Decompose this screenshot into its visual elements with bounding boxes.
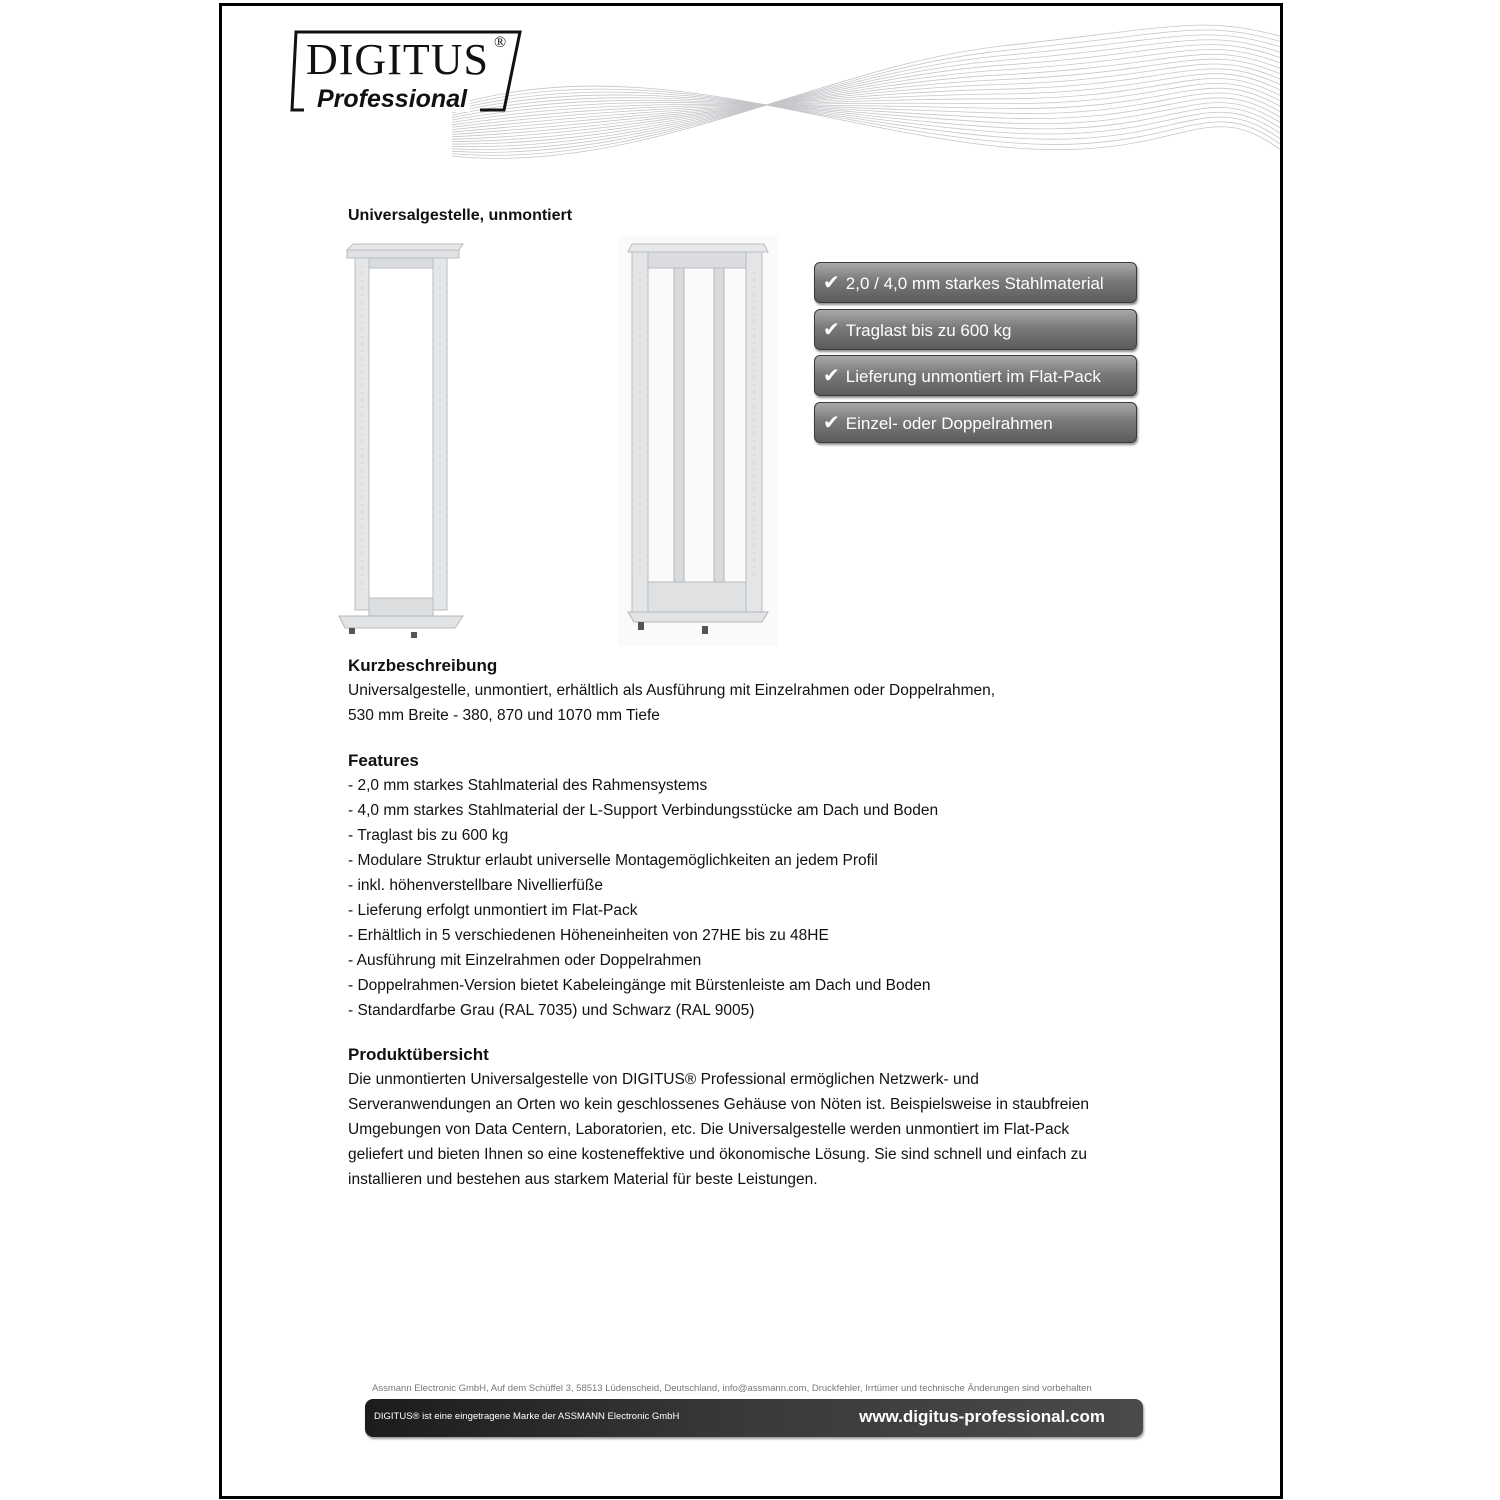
footer-legal-note: Assmann Electronic GmbH, Auf dem Schüffel 3, 58513 Lüdenscheid, Deutschland, info@assmann.com, Druckfehler, Irrtümer und technische Änderungen sind vorbehalten bbox=[372, 1383, 1092, 1394]
check-icon: ✔ bbox=[823, 411, 840, 434]
trademark-note: DIGITUS® ist eine eingetragene Marke der ASSMANN Electronic GmbH bbox=[374, 1411, 680, 1422]
feature-badge bbox=[814, 402, 1137, 443]
feature-item: - inkl. höhenverstellbare Nivellierfüße bbox=[348, 877, 604, 894]
footer-bar bbox=[365, 1399, 1143, 1437]
datasheet-page bbox=[219, 3, 1283, 1499]
badge-label: Einzel- oder Doppelrahmen bbox=[845, 413, 1053, 433]
logo-wordmark: DIGITUS bbox=[306, 35, 489, 84]
feature-badge bbox=[814, 309, 1137, 350]
badge-label: Traglast bis zu 600 kg bbox=[845, 320, 1012, 340]
feature-item: - Traglast bis zu 600 kg bbox=[348, 827, 509, 844]
section-heading: Features bbox=[348, 751, 419, 770]
check-icon: ✔ bbox=[823, 318, 840, 341]
feature-badge bbox=[814, 355, 1137, 396]
logo-subtitle: Professional bbox=[314, 86, 470, 112]
section-heading: Kurzbeschreibung bbox=[348, 656, 498, 675]
registered-mark: ® bbox=[494, 34, 507, 51]
feature-item: - Modulare Struktur erlaubt universelle Montagemöglichkeiten an jedem Profil bbox=[348, 852, 878, 869]
text-line: Umgebungen von Data Centern, Laboratorien, etc. Die Universalgestelle werden unmontiert im Flat-Pack bbox=[348, 1121, 1070, 1138]
product-title: Universalgestelle, unmontiert bbox=[348, 207, 573, 224]
feature-item: - Standardfarbe Grau (RAL 7035) und Schwarz (RAL 9005) bbox=[348, 1002, 755, 1019]
website-link[interactable]: www.digitus-professional.com bbox=[859, 1407, 1105, 1426]
text-line: Serveranwendungen an Orten wo kein geschlossenes Gehäuse von Nöten ist. Beispielsweise in staubfreien bbox=[348, 1096, 1089, 1113]
text-line: installieren und bestehen aus starkem Material für beste Leistungen. bbox=[348, 1171, 818, 1188]
produktuebersicht-section bbox=[348, 1042, 1148, 1192]
feature-item: - Erhältlich in 5 verschiedenen Höheneinheiten von 27HE bis zu 48HE bbox=[348, 927, 829, 944]
text-line: geliefert und bieten Ihnen so eine kosteneffektive und ökonomische Lösung. Sie sind schnell und einfach zu bbox=[348, 1146, 1088, 1163]
check-icon: ✔ bbox=[823, 365, 840, 387]
text-line: Universalgestelle, unmontiert, erhältlich als Ausführung mit Einzelrahmen oder Doppelrahmen, bbox=[348, 682, 996, 699]
feature-badges bbox=[814, 262, 1137, 448]
feature-item: - Ausführung mit Einzelrahmen oder Doppelrahmen bbox=[348, 952, 702, 969]
features-section bbox=[348, 748, 1148, 1023]
text-line: 530 mm Breite - 380, 870 und 1070 mm Tiefe bbox=[348, 707, 660, 724]
rack-double-frame-image bbox=[618, 236, 778, 646]
kurzbeschreibung-section bbox=[348, 653, 1148, 728]
feature-item: - Doppelrahmen-Version bietet Kabeleingänge mit Bürstenleiste am Dach und Boden bbox=[348, 977, 931, 994]
feature-item: - 2,0 mm starkes Stahlmaterial des Rahmensystems bbox=[348, 777, 708, 794]
digitus-logo bbox=[290, 28, 520, 113]
check-icon: ✔ bbox=[823, 272, 840, 294]
feature-item: - Lieferung erfolgt unmontiert im Flat-Pack bbox=[348, 902, 638, 919]
feature-badge bbox=[814, 262, 1137, 303]
text-line: Die unmontierten Universalgestelle von DIGITUS® Professional ermöglichen Netzwerk- und bbox=[348, 1071, 979, 1088]
badge-label: Lieferung unmontiert im Flat-Pack bbox=[845, 367, 1101, 386]
feature-item: - 4,0 mm starkes Stahlmaterial der L-Support Verbindungsstücke am Dach und Boden bbox=[348, 802, 939, 819]
badge-label: 2,0 / 4,0 mm starkes Stahlmaterial bbox=[845, 274, 1104, 293]
section-heading: Produktübersicht bbox=[348, 1045, 489, 1064]
rack-single-frame-image bbox=[337, 236, 467, 646]
